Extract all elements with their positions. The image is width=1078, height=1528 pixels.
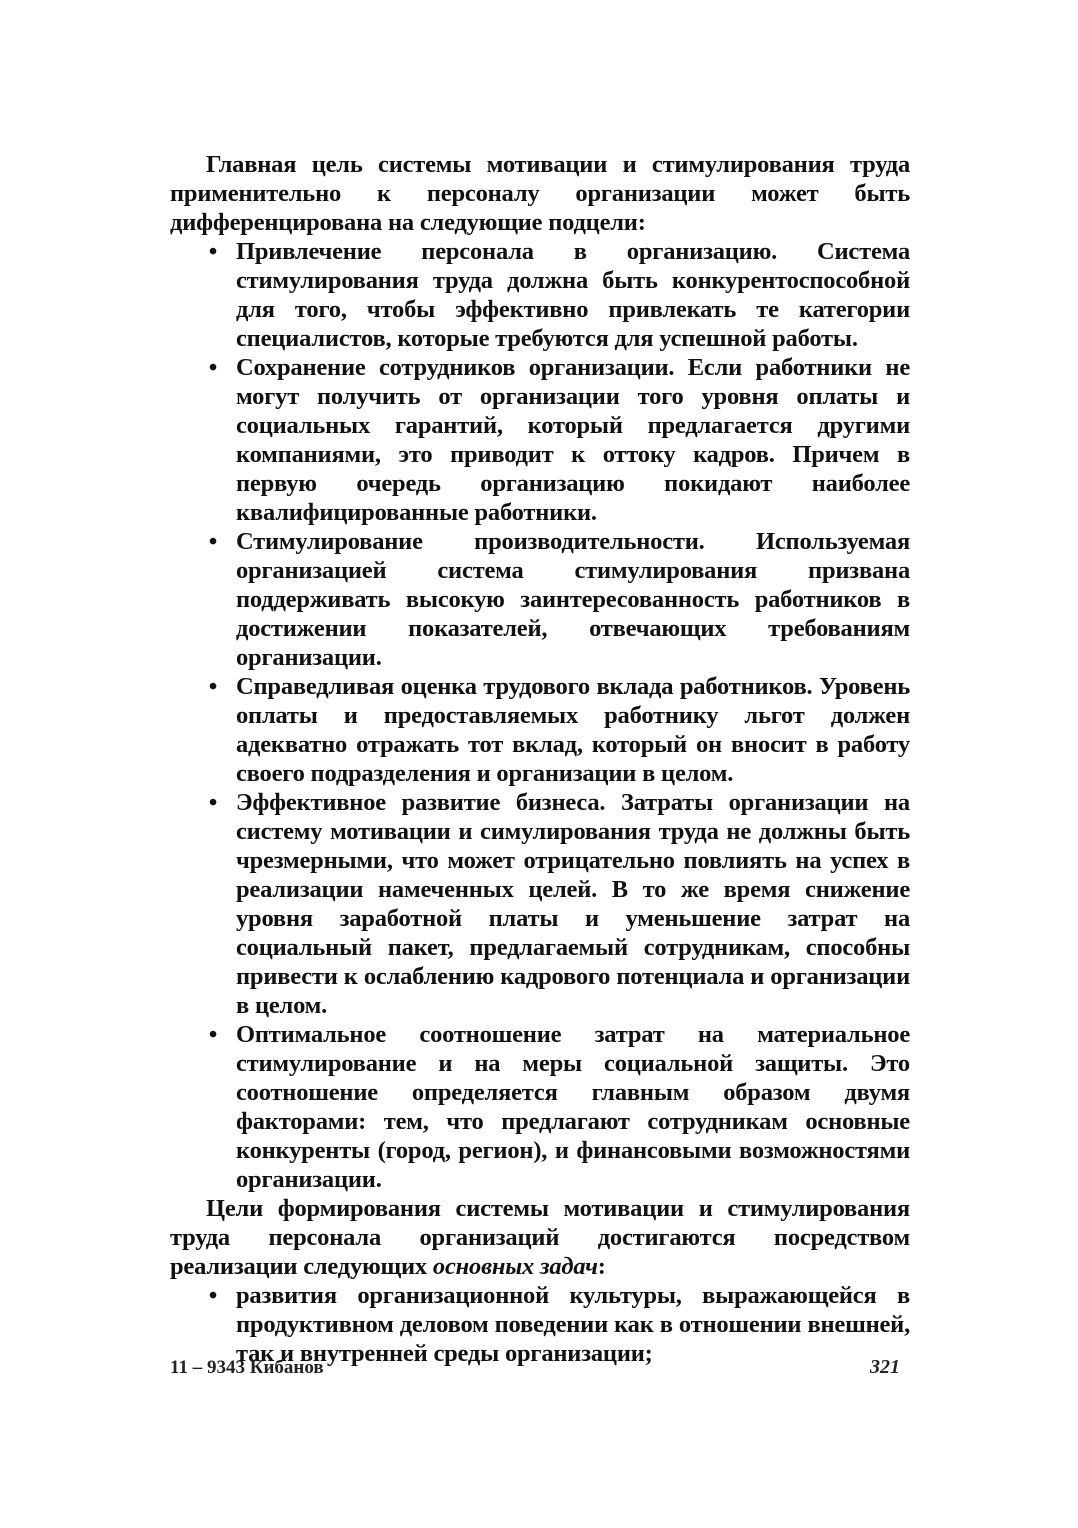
bullet-icon: • <box>208 354 218 381</box>
intro-paragraph: Главная цель системы мотивации и стимулирования труда применительно к персоналу организации может быть дифференцирована на следующие подцели: <box>170 151 910 236</box>
list-item <box>170 527 910 672</box>
list-item <box>170 353 910 527</box>
bullet-icon: • <box>208 238 218 265</box>
list-item <box>170 1281 910 1368</box>
tasks-paragraph-text: Цели формирования системы мотивации и стимулирования труда персонала организаций достигаются посредством реализации следующих <box>170 1195 910 1280</box>
list-item-text: Справедливая оценка трудового вклада работников. Уровень оплаты и предоставляемых работнику льгот должен адекватно отражать тот вклад, который он вносит в работу своего подразделения и организации в целом. <box>236 673 910 787</box>
list-item <box>170 672 910 788</box>
page-number: 321 <box>870 1356 900 1378</box>
list-item-text: Стимулирование производительности. Используемая организацией система стимулирования призвана поддерживать высокую заинтересованность работников в достижении показателей, отвечающих требованиям организации. <box>236 528 910 671</box>
list-item-text: Эффективное развитие бизнеса. Затраты организации на систему мотивации и симулирования труда не должны быть чрезмерными, что может отрицательно повлиять на успех в реализации намеченных целей. В то же время снижение уровня заработной платы и уменьшение затрат на социальный пакет, предлагаемый сотрудникам, способны привести к ослаблению кадрового потенциала и организации в целом. <box>236 789 910 1019</box>
list-item-text: Оптимальное соотношение затрат на материальное стимулирование и на меры социальной защиты. Это соотношение определяется главным образом двумя факторами: тем, что предлагают сотрудникам основные конкуренты (город, регион), и финансовыми возможностями организации. <box>236 1021 910 1193</box>
list-item <box>170 237 910 353</box>
bullet-icon: • <box>208 673 218 700</box>
page-body <box>170 150 910 1368</box>
tasks-emphasis: основных задач <box>432 1253 598 1280</box>
footer-signature: 11 – 9343 Кибанов <box>170 1357 324 1378</box>
list-item <box>170 788 910 1020</box>
tasks-paragraph <box>170 1194 910 1281</box>
bullet-icon: • <box>208 1282 218 1309</box>
bullet-icon: • <box>208 1021 218 1048</box>
tasks-list <box>170 1281 910 1368</box>
tasks-paragraph-end: : <box>597 1253 606 1280</box>
bullet-icon: • <box>208 528 218 555</box>
bullet-icon: • <box>208 789 218 816</box>
list-item <box>170 1020 910 1194</box>
subgoals-list <box>170 237 910 1194</box>
list-item-text: Привлечение персонала в организацию. Система стимулирования труда должна быть конкурентоспособной для того, чтобы эффективно привлекать те категории специалистов, которые требуются для успешной работы. <box>236 238 910 352</box>
list-item-text: развития организационной культуры, выражающейся в продуктивном деловом поведении как в отношении внешней, так и внутренней среды организации; <box>236 1282 910 1367</box>
list-item-text: Сохранение сотрудников организации. Если работники не могут получить от организации того уровня оплаты и социальных гарантий, который предлагается другими компаниями, это приводит к оттоку кадров. Причем в первую очередь организацию покидают наиболее квалифицированные работники. <box>236 354 910 526</box>
